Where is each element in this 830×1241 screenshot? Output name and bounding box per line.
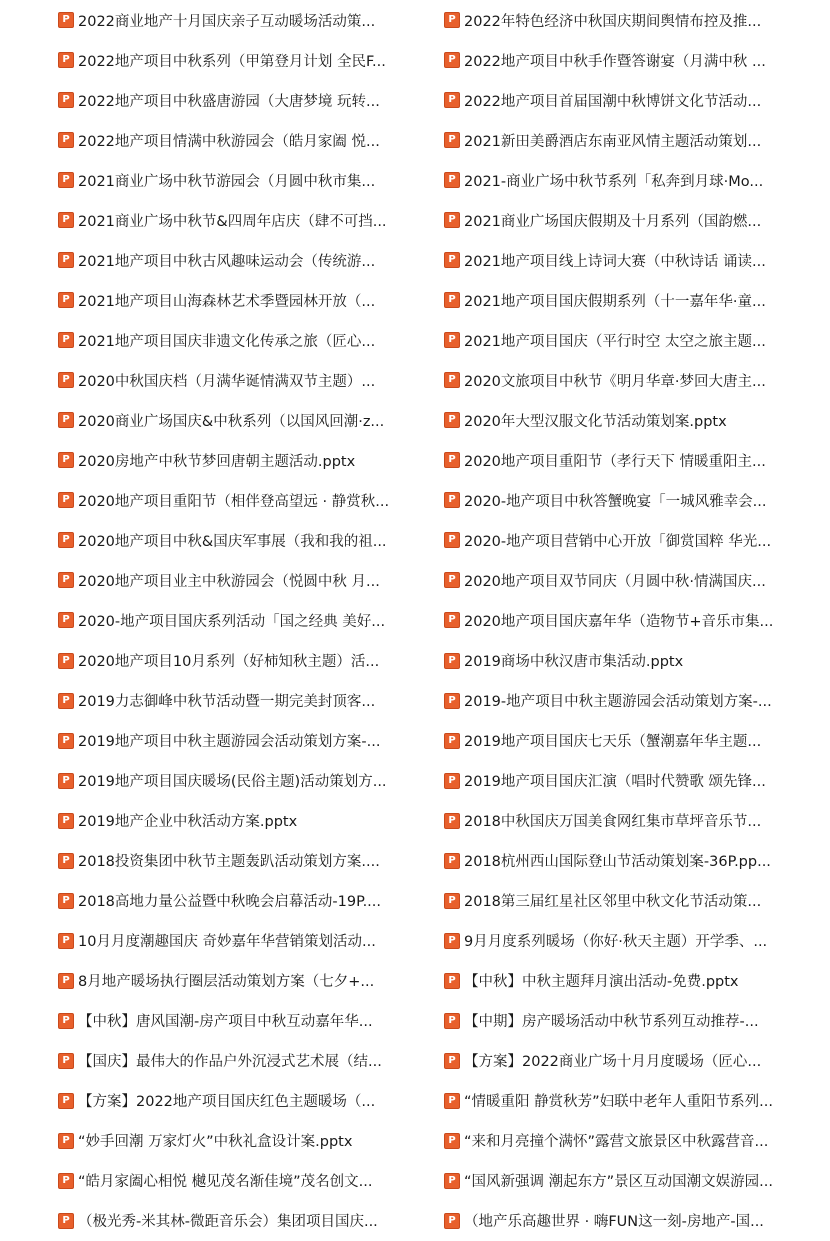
file-name: 【方案】2022地产项目国庆红色主题暖场（... — [78, 1094, 376, 1111]
file-item[interactable] — [58, 400, 444, 440]
file-item[interactable] — [58, 360, 444, 400]
file-name: 2020商业广场国庆&中秋系列（以国风回潮·z... — [78, 413, 385, 430]
file-name: 2022地产项目中秋系列（甲第登月计划 全民F... — [78, 53, 386, 70]
file-name: 2022商业地产十月国庆亲子互动暖场活动策... — [78, 13, 376, 30]
file-name: 2020-地产项目中秋答蟹晚宴「一城风雅幸会... — [464, 493, 767, 510]
file-name: 2021地产项目线上诗词大赛（中秋诗话 诵读... — [464, 253, 766, 270]
file-item[interactable] — [58, 841, 444, 881]
file-name: 2020-地产项目国庆系列活动「国之经典 美好... — [78, 613, 386, 630]
file-name: 【中期】房产暖场活动中秋节系列互动推荐-... — [464, 1014, 759, 1031]
pptx-file-icon — [58, 332, 74, 348]
pptx-file-icon — [444, 653, 460, 669]
pptx-file-icon — [58, 1013, 74, 1029]
file-name: 2018投资集团中秋节主题轰趴活动策划方案.... — [78, 854, 380, 871]
file-name: 【国庆】最伟大的作品户外沉浸式艺术展（结... — [78, 1054, 382, 1071]
file-item[interactable] — [444, 961, 830, 1001]
file-name: （地产乐高趣世界 · 嗨FUN这一刻-房地产-国... — [464, 1214, 764, 1231]
file-name: 8月地产暖场执行圈层活动策划方案（七夕+... — [78, 974, 375, 991]
file-name: 2021新田美爵酒店东南亚风情主题活动策划... — [464, 133, 762, 150]
file-item[interactable] — [444, 1121, 830, 1161]
pptx-file-icon — [58, 1133, 74, 1149]
file-name: 9月月度系列暖场（你好·秋天主题）开学季、... — [464, 934, 768, 951]
file-item[interactable] — [444, 1001, 830, 1041]
file-name: 2021地产项目山海森林艺术季暨园林开放（... — [78, 293, 376, 310]
pptx-file-icon — [444, 773, 460, 789]
file-name: 2020年大型汉服文化节活动策划案.pptx — [464, 413, 727, 430]
file-item[interactable] — [58, 600, 444, 640]
pptx-file-icon — [444, 452, 460, 468]
file-item[interactable] — [444, 761, 830, 801]
file-name: “皓月家阖心相悦 樾见茂名渐佳境”茂名创文... — [78, 1174, 373, 1191]
pptx-file-icon — [444, 1133, 460, 1149]
file-item[interactable] — [58, 881, 444, 921]
pptx-file-icon — [444, 1213, 460, 1229]
pptx-file-icon — [444, 612, 460, 628]
pptx-file-icon — [444, 693, 460, 709]
pptx-file-icon — [58, 1213, 74, 1229]
file-item[interactable] — [444, 480, 830, 520]
file-item[interactable] — [444, 80, 830, 120]
file-name: 2018杭州西山国际登山节活动策划案-36P.pp... — [464, 854, 771, 871]
file-item[interactable] — [444, 440, 830, 480]
file-name: （极光秀-米其林-微距音乐会）集团项目国庆... — [78, 1214, 378, 1231]
file-name: 2018中秋国庆万国美食网红集市草坪音乐节... — [464, 814, 762, 831]
file-name: 2019地产项目中秋主题游园会活动策划方案-... — [78, 734, 381, 751]
file-item[interactable] — [58, 721, 444, 761]
file-item[interactable] — [444, 841, 830, 881]
file-name: 2021地产项目国庆非遗文化传承之旅（匠心... — [78, 333, 376, 350]
file-name: 2020地产项目重阳节（孝行天下 情暖重阳主... — [464, 453, 766, 470]
file-item[interactable] — [444, 320, 830, 360]
file-name: 2022地产项目中秋盛唐游园（大唐梦境 玩转... — [78, 93, 380, 110]
file-name: “妙手回潮 万家灯火”中秋礼盒设计案.pptx — [78, 1134, 353, 1151]
file-item[interactable] — [58, 1201, 444, 1241]
pptx-file-icon — [444, 572, 460, 588]
file-name: 2022地产项目首届国潮中秋博饼文化节活动... — [464, 93, 762, 110]
file-item[interactable] — [444, 120, 830, 160]
pptx-file-icon — [444, 853, 460, 869]
file-name: 2020地产项目10月系列（好柿知秋主题）活... — [78, 654, 380, 670]
pptx-file-icon — [444, 973, 460, 989]
pptx-file-icon — [444, 532, 460, 548]
file-name: 【中秋】唐风国潮-房产项目中秋互动嘉年华... — [78, 1014, 373, 1031]
pptx-file-icon — [58, 933, 74, 949]
file-name: 2021地产项目国庆（平行时空 太空之旅主题... — [464, 333, 766, 350]
file-item[interactable] — [444, 881, 830, 921]
file-item[interactable] — [58, 1041, 444, 1081]
file-name: 2020房地产中秋节梦回唐朝主题活动.pptx — [78, 453, 356, 470]
file-name: “国风新强调 潮起东方”景区互动国潮文娱游园... — [464, 1174, 773, 1191]
file-name: 2021商业广场国庆假期及十月系列（国韵燃... — [464, 213, 762, 230]
file-item[interactable] — [58, 1161, 444, 1201]
file-item[interactable] — [58, 80, 444, 120]
pptx-file-icon — [58, 12, 74, 28]
file-item[interactable] — [444, 160, 830, 200]
file-name: 2019-地产项目中秋主题游园会活动策划方案-... — [464, 694, 772, 711]
pptx-file-icon — [58, 132, 74, 148]
pptx-file-icon — [444, 1053, 460, 1069]
pptx-file-icon — [444, 172, 460, 188]
file-item[interactable] — [58, 120, 444, 160]
file-name: “来和月亮撞个满怀”露营文旅景区中秋露营音... — [464, 1134, 769, 1151]
pptx-file-icon — [444, 893, 460, 909]
pptx-file-icon — [444, 372, 460, 388]
pptx-file-icon — [444, 733, 460, 749]
file-name: 2020地产项目重阳节（相伴登高望远 · 静赏秋... — [78, 493, 390, 510]
pptx-file-icon — [444, 52, 460, 68]
pptx-file-icon — [58, 412, 74, 428]
file-item[interactable] — [58, 961, 444, 1001]
pptx-file-icon — [444, 252, 460, 268]
pptx-file-icon — [58, 1093, 74, 1109]
file-item[interactable] — [444, 40, 830, 80]
file-item[interactable] — [444, 560, 830, 600]
pptx-file-icon — [58, 252, 74, 268]
file-name: 2022地产项目中秋手作暨答谢宴（月满中秋 ... — [464, 53, 766, 70]
pptx-file-icon — [58, 92, 74, 108]
file-name: 2019地产项目国庆暖场(民俗主题)活动策划方... — [78, 774, 387, 791]
pptx-file-icon — [58, 653, 74, 669]
pptx-file-icon — [444, 132, 460, 148]
file-name: 10月月度潮趣国庆 奇妙嘉年华营销策划活动... — [78, 934, 376, 951]
file-name: 2019力志御峰中秋节活动暨一期完美封顶客... — [78, 694, 376, 711]
file-item[interactable] — [58, 320, 444, 360]
pptx-file-icon — [444, 492, 460, 508]
pptx-file-icon — [444, 1173, 460, 1189]
file-item[interactable] — [58, 1121, 444, 1161]
pptx-file-icon — [58, 853, 74, 869]
file-name: 【中秋】中秋主题拜月演出活动-免费.pptx — [464, 974, 739, 991]
file-item[interactable] — [58, 0, 444, 40]
file-name: 2020-地产项目营销中心开放「御赏国粹 华光... — [464, 533, 772, 550]
file-name: 2021地产项目国庆假期系列（十一嘉年华·童... — [464, 293, 766, 310]
pptx-file-icon — [58, 1173, 74, 1189]
file-item[interactable] — [58, 1001, 444, 1041]
pptx-file-icon — [444, 212, 460, 228]
pptx-file-icon — [58, 773, 74, 789]
pptx-file-icon — [58, 492, 74, 508]
file-name: 2019商场中秋汉唐市集活动.pptx — [464, 654, 684, 670]
pptx-file-icon — [444, 332, 460, 348]
file-item[interactable] — [58, 921, 444, 961]
pptx-file-icon — [58, 212, 74, 228]
file-item[interactable] — [444, 1201, 830, 1241]
pptx-file-icon — [444, 12, 460, 28]
file-item[interactable] — [444, 921, 830, 961]
pptx-file-icon — [58, 452, 74, 468]
file-name: 2018第三届红星社区邻里中秋文化节活动策... — [464, 894, 762, 911]
file-name: 2020地产项目双节同庆（月圆中秋·情满国庆... — [464, 573, 766, 590]
file-name: 2019地产项目国庆汇演（唱时代赞歌 颂先锋... — [464, 774, 766, 791]
file-name: 2019地产项目国庆七天乐（蟹潮嘉年华主题... — [464, 734, 762, 751]
file-name: 2020地产项目业主中秋游园会（悦圆中秋 月... — [78, 573, 380, 590]
file-item[interactable] — [444, 801, 830, 841]
file-name: 2019地产企业中秋活动方案.pptx — [78, 814, 298, 831]
file-item[interactable] — [444, 520, 830, 560]
file-name: 2020文旅项目中秋节《明月华章·梦回大唐主... — [464, 373, 766, 390]
pptx-file-icon — [444, 1093, 460, 1109]
pptx-file-icon — [444, 933, 460, 949]
file-item[interactable] — [58, 480, 444, 520]
pptx-file-icon — [58, 292, 74, 308]
file-item[interactable] — [58, 440, 444, 480]
file-name: 2020地产项目中秋&国庆军事展（我和我的祖... — [78, 533, 387, 550]
file-item[interactable] — [58, 280, 444, 320]
file-item[interactable] — [444, 400, 830, 440]
file-name: 2020中秋国庆档（月满华诞情满双节主题）... — [78, 373, 376, 390]
pptx-file-icon — [444, 412, 460, 428]
file-item[interactable] — [444, 1041, 830, 1081]
file-item[interactable] — [444, 200, 830, 240]
file-name: 2021地产项目中秋古风趣味运动会（传统游... — [78, 253, 376, 270]
file-item[interactable] — [58, 681, 444, 721]
file-item[interactable] — [58, 200, 444, 240]
file-item[interactable] — [58, 801, 444, 841]
file-item[interactable] — [444, 1081, 830, 1121]
pptx-file-icon — [444, 292, 460, 308]
pptx-file-icon — [58, 52, 74, 68]
pptx-file-icon — [58, 733, 74, 749]
pptx-file-icon — [58, 612, 74, 628]
pptx-file-icon — [58, 172, 74, 188]
file-item[interactable] — [444, 360, 830, 400]
file-name: 【方案】2022商业广场十月月度暖场（匠心... — [464, 1054, 762, 1071]
file-item[interactable] — [444, 600, 830, 640]
pptx-file-icon — [58, 693, 74, 709]
file-name: 2021-商业广场中秋节系列「私奔到月球·Mo... — [464, 173, 764, 190]
file-item[interactable] — [58, 40, 444, 80]
pptx-file-icon — [58, 973, 74, 989]
file-item[interactable] — [444, 721, 830, 761]
file-item[interactable] — [58, 160, 444, 200]
file-item[interactable] — [58, 761, 444, 801]
file-item[interactable] — [444, 280, 830, 320]
pptx-file-icon — [444, 92, 460, 108]
file-item[interactable] — [444, 1161, 830, 1201]
pptx-file-icon — [58, 893, 74, 909]
file-item[interactable] — [58, 520, 444, 560]
pptx-file-icon — [58, 813, 74, 829]
file-item[interactable] — [444, 641, 830, 681]
file-name: 2022年特色经济中秋国庆期间舆情布控及推... — [464, 13, 762, 30]
pptx-file-icon — [444, 813, 460, 829]
pptx-file-icon — [444, 1013, 460, 1029]
file-name: 2018高地力量公益暨中秋晚会启幕活动-19P.... — [78, 894, 382, 911]
pptx-file-icon — [58, 532, 74, 548]
file-name: 2020地产项目国庆嘉年华（造物节+音乐市集... — [464, 613, 774, 630]
file-item[interactable] — [444, 681, 830, 721]
file-item[interactable] — [444, 240, 830, 280]
file-item[interactable] — [58, 641, 444, 681]
file-item[interactable] — [58, 1081, 444, 1121]
file-name: 2022地产项目情满中秋游园会（皓月家阖 悦... — [78, 133, 380, 150]
pptx-file-icon — [58, 1053, 74, 1069]
pptx-file-icon — [58, 372, 74, 388]
file-name: 2021商业广场中秋节&四周年店庆（肆不可挡... — [78, 213, 387, 230]
file-item[interactable] — [58, 560, 444, 600]
pptx-file-icon — [58, 572, 74, 588]
file-name: 2021商业广场中秋节游园会（月圆中秋市集... — [78, 173, 376, 190]
file-item[interactable] — [444, 0, 830, 40]
file-item[interactable] — [58, 240, 444, 280]
file-name: “情暖重阳 静赏秋芳”妇联中老年人重阳节系列... — [464, 1094, 773, 1111]
